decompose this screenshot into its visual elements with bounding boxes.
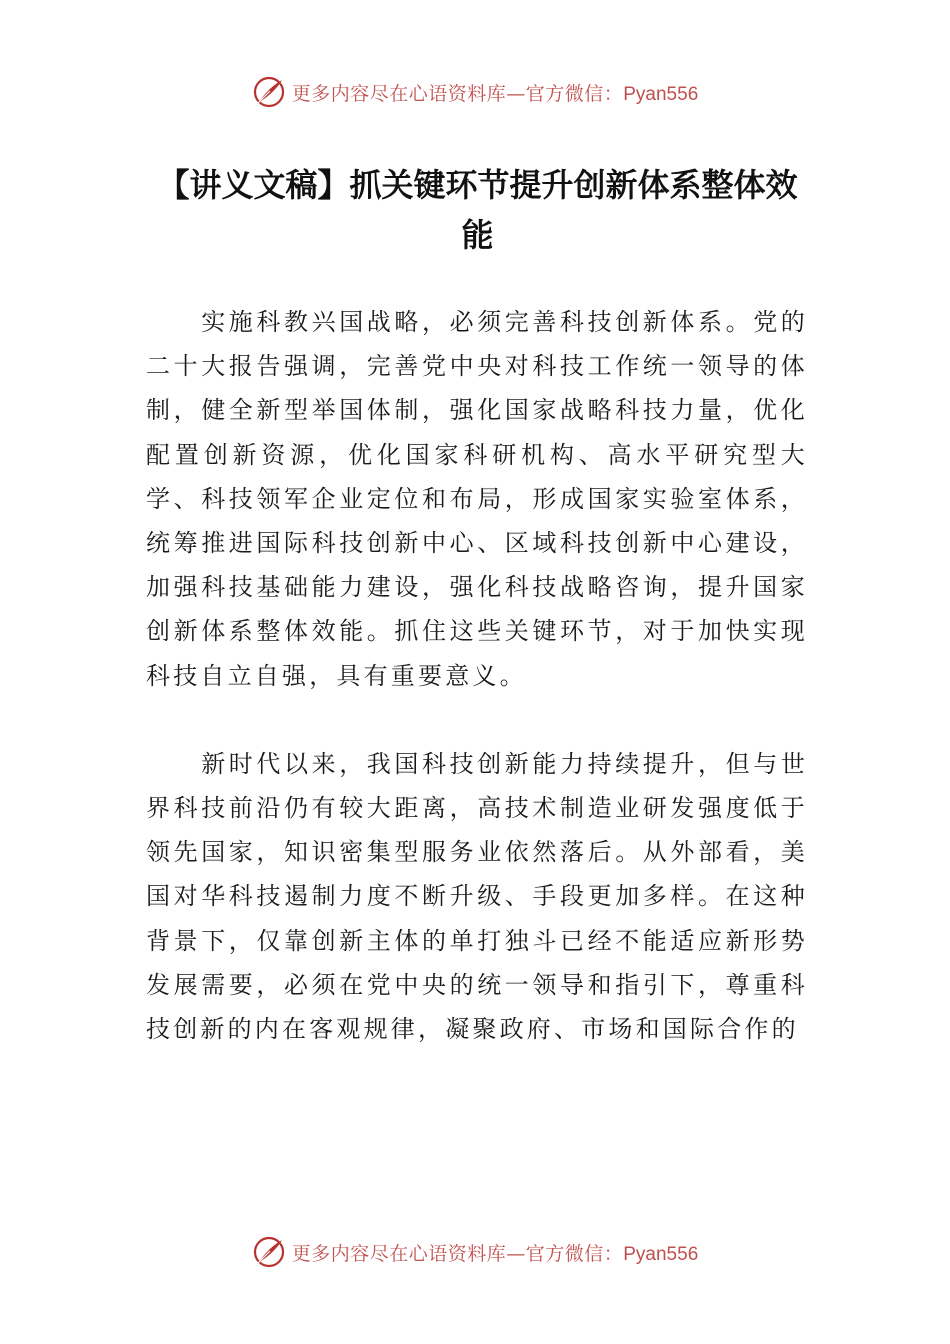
quill-logo-icon xyxy=(252,1235,286,1269)
header-banner xyxy=(0,72,950,112)
header-banner-handle: Pyan556 xyxy=(623,83,699,105)
footer-banner-text: 更多内容尽在心语资料库—官方微信：Pyan556 xyxy=(291,1242,699,1265)
quill-logo-icon xyxy=(252,75,286,109)
header-banner-text: 更多内容尽在心语资料库—官方微信：Pyan556 xyxy=(291,82,699,105)
document-title: 【讲义文稿】抓关键环节提升创新体系整体效能 xyxy=(157,166,798,254)
footer-banner xyxy=(0,1232,950,1272)
document-body xyxy=(146,300,808,1051)
paragraph-2: 新时代以来，我国科技创新能力持续提升，但与世界科技前沿仍有较大距离，高技术制造业研发强度低于领先国家，知识密集型服务业依然落后。从外部看，美国对华科技遏制力度不断升级、手段更加多样。在这种背景下，仅靠创新主体的单打独斗已经不能适应新形势发展需要，必须在党中央的统一领导和指引下，尊重科技创新的内在客观规律，凝聚政府、市场和国际合作的 xyxy=(146,749,808,1044)
paragraph-1: 实施科教兴国战略，必须完善科技创新体系。党的二十大报告强调，完善党中央对科技工作统一领导的体制，健全新型举国体制，强化国家战略科技力量，优化配置创新资源，优化国家科研机构、高水平研究型大学、科技领军企业定位和布局，形成国家实验室体系，统筹推进国际科技创新中心、区域科技创新中心建设，加强科技基础能力建设，强化科技战略咨询，提升国家创新体系整体效能。抓住这些关键环节，对于加快实现科技自立自强，具有重要意义。 xyxy=(146,308,808,690)
footer-banner-handle: Pyan556 xyxy=(623,1243,699,1265)
